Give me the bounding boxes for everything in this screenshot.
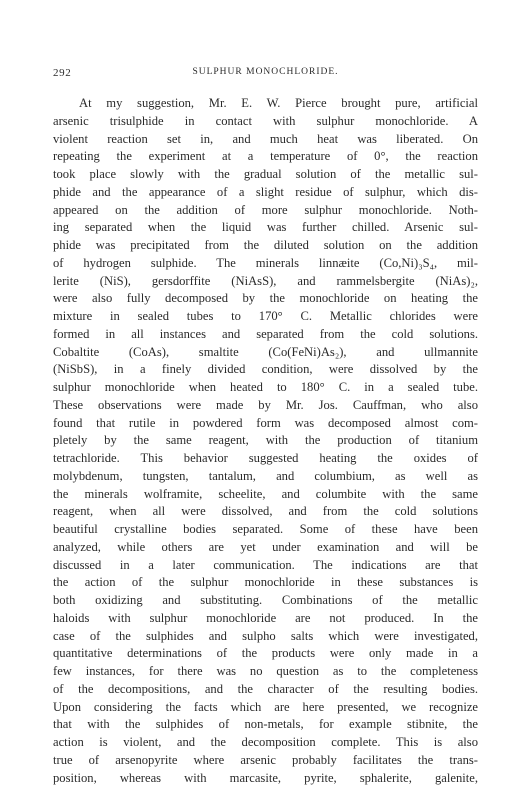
text-line: took place slowly with the gradual solution of the metallic sul- [53, 167, 478, 181]
text-line: the action of the sulphur monochloride in these substances is [53, 575, 478, 590]
text-line: the minerals wolframite, scheelite, and columbite with the same [53, 486, 478, 501]
text-line: Cobaltite (CoAs), smaltite (Co(FeNi)As₂), and ullmannite [53, 344, 478, 359]
text-line: (NiSbS), in a finely divided condition, were dissolved by the [53, 362, 478, 377]
text-line: appeared on the addition of more sulphur monochloride. Noth- [53, 202, 478, 217]
text-line: tetrachloride. This behavior suggested heating the oxides of [53, 451, 478, 465]
text-line: phide was precipitated from the diluted solution on the addition [53, 238, 478, 252]
text-line: were also fully decomposed by the monochloride on heating the [53, 291, 478, 306]
text-line: violent reaction set in, and much heat was liberated. On [53, 131, 478, 146]
page-header [53, 67, 478, 81]
text-line: haloids with sulphur monochloride are not produced. In the [53, 610, 478, 625]
text-line: repeating the experiment at a temperature of 0°, the reaction [53, 149, 478, 164]
text-line: quantitative determinations of the products were only made in a [53, 646, 478, 661]
text-line: pletely by the same reagent, with the production of titanium [53, 433, 478, 448]
text-line: case of the sulphides and sulpho salts which were investigated, [53, 628, 478, 643]
body-paragraph [53, 95, 478, 787]
text-line: Upon considering the facts which are here presented, we recognize [53, 699, 478, 714]
text-line: At my suggestion, Mr. E. W. Pierce brought pure, artificial [79, 96, 478, 110]
text-line: found that rutile in powdered form was decomposed almost com- [53, 415, 478, 430]
text-line: that with the sulphides of non-metals, for example stibnite, the [53, 717, 478, 732]
text-line: sulphur monochloride when heated to 180° C. in a sealed tube. [53, 380, 478, 394]
text-line: molybdenum, tungsten, tantalum, and columbium, as well as [53, 468, 478, 483]
text-line: of the decompositions, and the character of the resulting bodies. [53, 681, 478, 696]
text-line: reagent, when all were dissolved, and from the cold solutions [53, 504, 478, 519]
text-line: true of arsenopyrite where arsenic probably facilitates the trans- [53, 752, 478, 767]
text-line: action is violent, and the decomposition complete. This is also [53, 735, 478, 749]
text-line: position, whereas with marcasite, pyrite, sphalerite, galenite, [53, 770, 478, 785]
page-number: 292 [53, 67, 72, 79]
text-line: phide and the appearance of a slight residue of sulphur, which dis- [53, 184, 478, 199]
text-line: These observations were made by Mr. Jos. Cauffman, who also [53, 397, 478, 412]
text-line: few instances, for there was no question as to the completeness [53, 664, 478, 678]
text-line: of hydrogen sulphide. The minerals linnæite (Co,Ni)₃S₄, mil- [53, 255, 478, 270]
text-line: ing separated when the liquid was further chilled. Arsenic sul- [53, 220, 478, 235]
text-line: analyzed, while others are yet under examination and will be [53, 539, 478, 554]
text-line: both oxidizing and substituting. Combinations of the metallic [53, 593, 478, 607]
text-line: lerite (NiS), gersdorffite (NiAsS), and rammelsbergite (NiAs)₂, [53, 273, 478, 288]
text-line: beautiful crystalline bodies separated. Some of these have been [53, 522, 478, 536]
running-title: SULPHUR MONOCHLORIDE. [192, 67, 339, 77]
text-line: arsenic trisulphide in contact with sulphur monochloride. A [53, 113, 478, 128]
text-line: mixture in sealed tubes to 170° C. Metallic chlorides were [53, 309, 478, 323]
text-line: discussed in a later communication. The indications are that [53, 557, 478, 572]
text-line: formed in all instances and separated from the cold solutions. [53, 326, 478, 341]
